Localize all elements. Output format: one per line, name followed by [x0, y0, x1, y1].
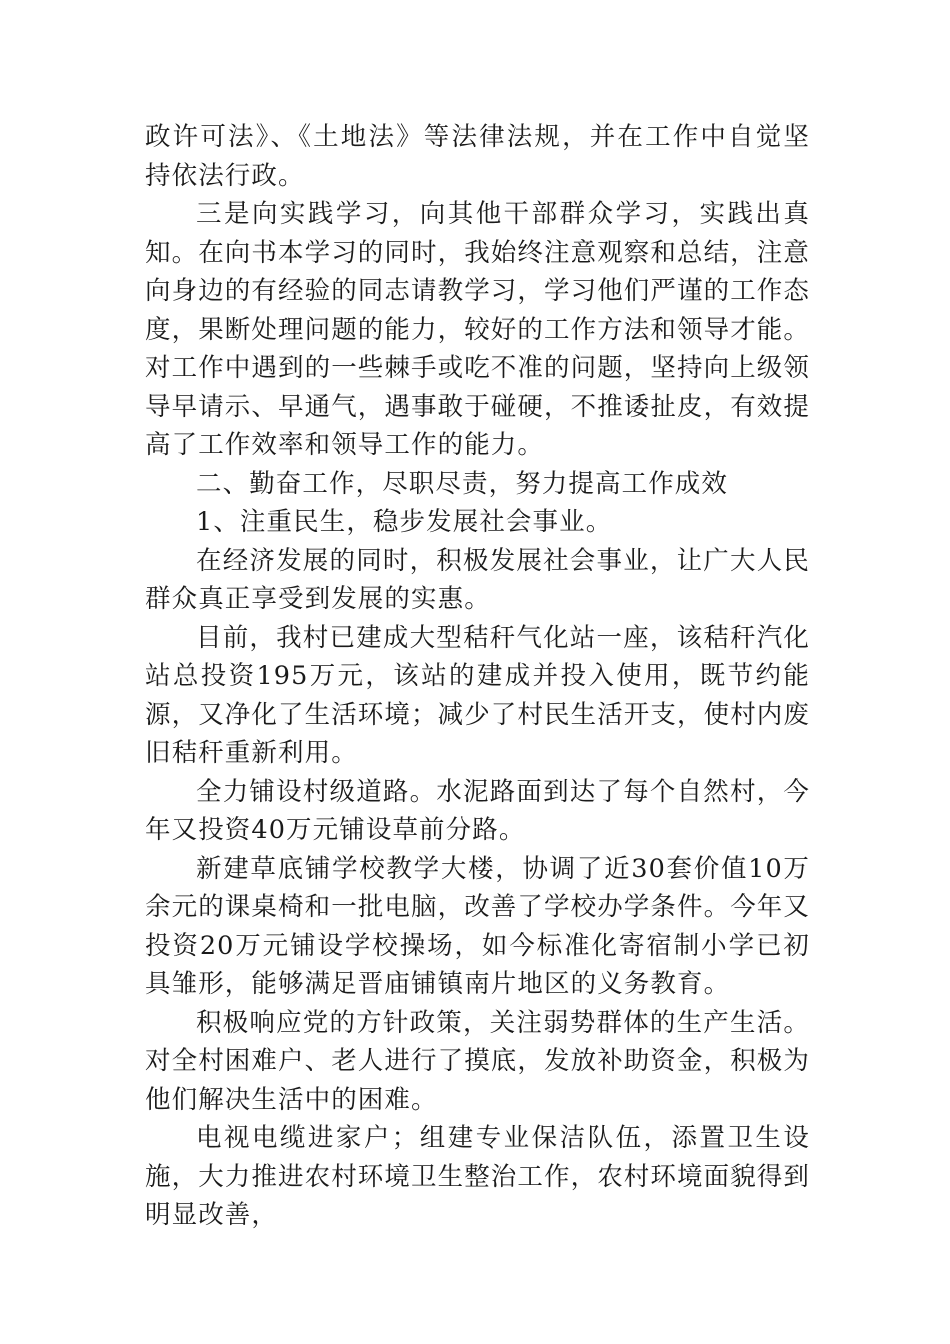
- paragraph-1: 政许可法》、《土地法》等法律法规，并在工作中自觉坚持依法行政。: [145, 122, 810, 191]
- document-body: [145, 118, 810, 1235]
- section-heading: 二、勤奋工作，尽职尽责，努力提高工作成效: [196, 468, 729, 499]
- paragraph-8: 新建草底铺学校教学大楼，协调了近30套价值10万余元的课桌椅和一批电脑，改善了学校办学条件。今年又投资20万元铺设学校操场，如今标准化寄宿制小学已初具雏形，能够满足晋庙铺镇南片地区的义务教育。: [145, 853, 811, 999]
- paragraph-6: 目前，我村已建成大型秸秆气化站一座，该秸秆汽化站总投资195万元，该站的建成并投入使用，既节约能源，又净化了生活环境；减少了村民生活开支，使村内废旧秸秆重新利用。: [145, 622, 811, 768]
- paragraph-10: 电视电缆进家户；组建专业保洁队伍，添置卫生设施，大力推进农村环境卫生整治工作，农村环境面貌得到明显改善，: [145, 1123, 811, 1230]
- paragraph-5: 在经济发展的同时，积极发展社会事业，让广大人民群众真正享受到发展的实惠。: [145, 545, 810, 614]
- paragraph-9: 积极响应党的方针政策，关注弱势群体的生产生活。对全村困难户、老人进行了摸底，发放补助资金，积极为他们解决生活中的困难。: [145, 1007, 811, 1115]
- paragraph-7: 全力铺设村级道路。水泥路面到达了每个自然村，今年又投资40万元铺设草前分路。: [145, 776, 810, 845]
- subsection-heading: 1、注重民生，稳步发展社会事业。: [196, 507, 613, 537]
- paragraph-2: 三是向实践学习，向其他干部群众学习，实践出真知。在向书本学习的同时，我始终注意观察和总结，注意向身边的有经验的同志请教学习，学习他们严谨的工作态度，果断处理问题的能力，较好的工作方法和领导才能。对工作中遇到的一些棘手或吃不准的问题，坚持向上级领导早请示、早通气，遇事敢于碰硬，不推诿扯皮，有效提高了工作效率和领导工作的能力。: [145, 199, 811, 460]
